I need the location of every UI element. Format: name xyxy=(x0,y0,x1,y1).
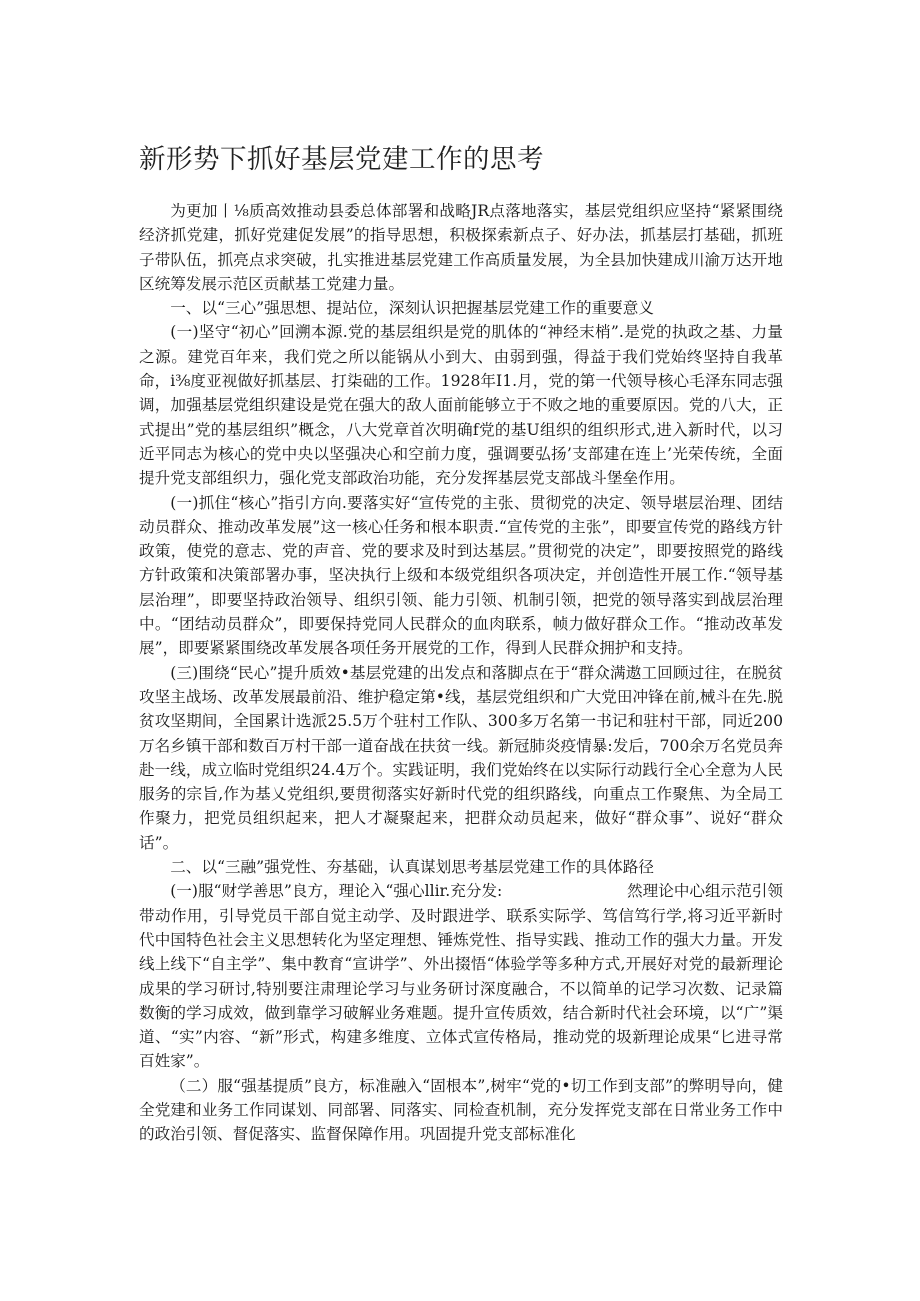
document-title: 新形势下抓好基层党建工作的思考 xyxy=(139,144,544,175)
section-heading-2: 二、以“三融”强党性、夯基础，认真谋划思考基层党建工作的具体路径 xyxy=(170,858,654,877)
body-paragraph: (三)围绕“民心”提升质效•基层党建的出发点和落脚点在于“群众满遨工回顾过往，在脱贫攻坚主战场、改革发展最前沿、维护稳定第•线，基层党组织和广大党田冲锋在前,械斗在先.脱贫攻坚期间，全国累计选派25.5万个驻村工作队、300多万名第一书记和驻村干部，同近200万名乡镇干部和数百万村干部一道奋战在扶贫一线。新冠肺炎疫情暴:发后，700余万名党员奔赴一线，成立临时党组织24.4万个。实践证明，我们党始终在以实际行动践行全心全意为人民服务的宗旨,作为基乂党组织,要贯彻落实好新时代党的组织路线，向重点工作聚焦、为全局工作聚力，把党员组织起来，把人才凝聚起来，把群众动员起来，做好“群众事”、说好“群众话”。 xyxy=(139,663,783,852)
intro-paragraph: 为更加丨⅛质高效推动县委总体部署和战略JR点落地落实，基层党组织应坚持“紧紧围绕经济抓党建，抓好党建促发展”的指导思想，积极探索新点子、好办法，抓基层打基础，抓班子带队伍，抓亮点求突破，扎实推进基层党建工作高质量发展，为全县加快建成川渝万达开地区统筹发展示范区贡献基工党建力量。 xyxy=(139,202,783,293)
body-paragraph: (一)抓住“核心”指引方向.要落实好“宣传党的主张、贯彻党的决定、领导堪层治理、团结动员群众、推动改革发展”这一核心任务和根本职责.“宣传党的主张”，即要宣传党的路线方针政策，使党的意志、党的声音、党的要求及时到达基层。”贯彻党的决定”，即要按照党的路线方针政策和决策部署办事，坚决执行上级和本级党组织各项决定，并创造性开展工作.“领导基层治理”，即要坚持政治领导、组织引领、能力引领、机制引领，把党的领导落实到战层治理中。“团结动员群众”，即要保持党同人民群众的血肉联系，帧力做好群众工作。“推动改革发展”，即要紧紧围绕改革发展各项任务开展党的工作，得到人民群众拥护和支持。 xyxy=(139,493,783,658)
body-paragraph: (一)服“财学善思”良方，理论入“强心llir.充分发: 然理论中心组示范引领带动作用，引导党员干部自觉主动学、及时跟进学、联系实际学、笃信笃行学,将习近平新时代中国特色社会主义思想转化为坚定理想、锤炼党性、指导实践、推动工作的强大力量。开发线上线下“自主学”、集中教育“宣讲学”、外出掇悟“体验学等多种方式,开展好对党的最新理论成果的学习研讨,特别要注肃理论学习与业务研讨深度融合，不以简单的记学习次数、记录篇数衡的学习成效，做到靠学习破解业务难题。提升宣传质效，结合新时代社会环境，以“广”渠道、“实”内容、“新”形式，构建多维度、立体式宣传格局，推动党的圾新理论成果“匕进寻常百姓家”。 xyxy=(139,882,783,1071)
body-paragraph: （二）服“强基提质”良方，标准融入“固根本”,树牢“党的•切工作到支部”的弊明导向，健全党建和业务工作同谋划、同部署、同落实、同检查机制，充分发挥党支部在日常业务工作中的政治引领、督促落实、监督保障作用。巩固提升党支部标准化 xyxy=(139,1076,783,1144)
document-body xyxy=(139,199,783,1147)
section-heading-1: 一、以“三心”强思想、提站位，深刻认识把握基层党建工作的重要意义 xyxy=(170,299,654,318)
body-paragraph: (一)坚守“初心”回溯本源.党的基层组织是党的肌体的“神经末梢”.是党的执政之基、力量之源。建党百年来，我们党之所以能锅从小到大、由弱到强，得益于我们党始终坚持自我革命，i⅜度亚视做好抓基层、打柒础的工作。1928年I1.月，党的第一代领导核心毛泽东同志强调，加强基层党组织建设是党在强大的敌人面前能够立于不败之地的重要原因。党的八大，正式提出”党的基层组织”概念，八大党章首次明确f党的基U组织的组织形式,进入新时代，以习近平同志为核心的党中央以坚强决心和空前力度，强调要弘扬’支部建在连上’光荣传统，全面提升党支部组织力，强化党支部政治功能，充分发挥基层党支部战斗堡垒作用。 xyxy=(139,323,783,488)
